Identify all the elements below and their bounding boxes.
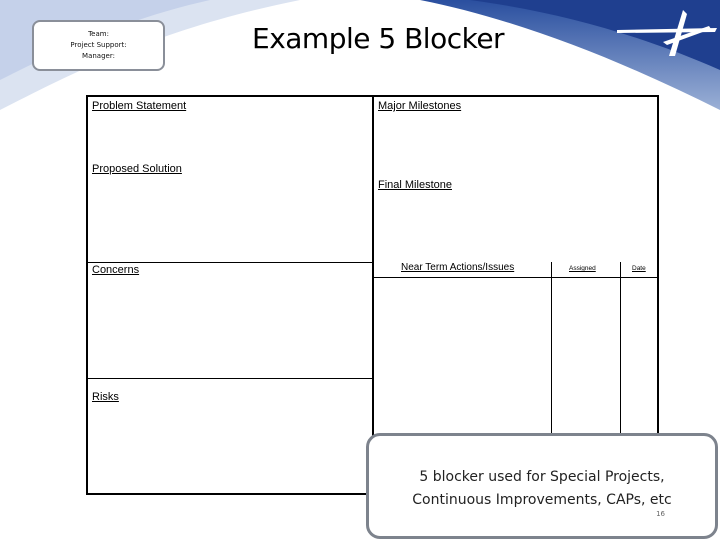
company-logo-icon xyxy=(617,8,717,60)
left-divider-risks xyxy=(86,378,373,379)
callout-box xyxy=(366,433,718,539)
callout-line-2: Continuous Improvements, CAPs, etc xyxy=(412,492,672,508)
actions-header-near-term: Near Term Actions/Issues xyxy=(401,262,515,273)
team-label: Team: xyxy=(88,30,109,38)
actions-header-line xyxy=(373,277,659,278)
final-milestone-label: Final Milestone xyxy=(378,179,452,191)
manager-label: Manager: xyxy=(82,52,115,60)
proposed-solution-label: Proposed Solution xyxy=(92,163,182,175)
problem-statement-label: Problem Statement xyxy=(92,100,187,112)
team-info-box xyxy=(32,20,165,71)
left-divider-concerns xyxy=(86,262,373,263)
actions-header-assigned: Assigned xyxy=(569,265,596,272)
project-support-label: Project Support: xyxy=(70,41,127,49)
major-milestones-label: Major Milestones xyxy=(378,100,462,112)
page-number: 16 xyxy=(656,510,665,518)
callout-line-1: 5 blocker used for Special Projects, xyxy=(419,469,665,485)
concerns-label: Concerns xyxy=(92,264,140,276)
risks-label: Risks xyxy=(92,391,119,403)
callout-text xyxy=(369,466,715,512)
actions-header-date: Date xyxy=(632,265,646,272)
slide-title: Example 5 Blocker xyxy=(252,22,505,55)
